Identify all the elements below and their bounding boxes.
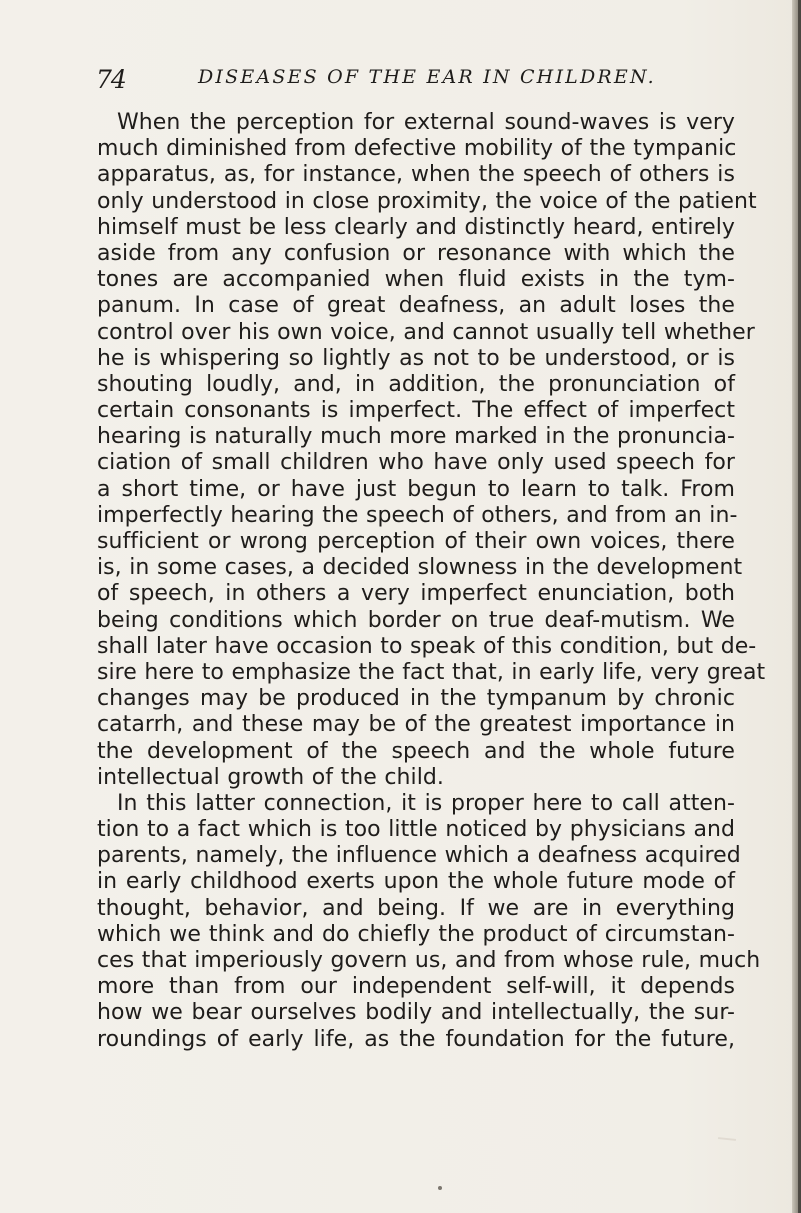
text-line: apparatus, as, for instance, when the speech of others is (97, 162, 735, 188)
body-text (97, 110, 766, 1053)
page-header (96, 67, 736, 107)
text-line: thought, behavior, and being. If we are in everything (97, 895, 735, 921)
text-line: himself must be less clearly and distinctly heard, entirely (97, 214, 735, 240)
text-line: being conditions which border on true deaf-mutism. We (97, 607, 735, 633)
text-line: ces that imperiously govern us, and from whose rule, much (97, 948, 761, 973)
text-line: how we bear ourselves bodily and intellectually, the sur- (97, 1000, 735, 1026)
text-line: aside from any confusion or resonance with which the (97, 240, 735, 266)
text-line: imperfectly hearing the speech of others, and from an in- (97, 502, 738, 528)
text-line: he is whispering so lightly as not to be understood, or is (97, 345, 735, 371)
text-line: the development of the speech and the whole future (97, 738, 735, 764)
text-line: catarrh, and these may be of the greatest importance in (97, 712, 735, 738)
text-line: intellectual growth of the child. (97, 764, 444, 790)
running-head: DISEASES OF THE EAR IN CHILDREN. (198, 66, 656, 88)
scan-smudge-mark (718, 1137, 736, 1141)
text-line: tones are accompanied when fluid exists in the tym- (97, 267, 735, 293)
text-line: shall later have occasion to speak of this condition, but de- (97, 633, 757, 659)
text-line: roundings of early life, as the foundation for the future, (97, 1026, 735, 1052)
text-line: shouting loudly, and, in addition, the pronunciation of (97, 371, 735, 397)
text-line: much diminished from defective mobility of the tympanic (97, 136, 737, 162)
scan-dot-mark (438, 1186, 442, 1190)
text-line: of speech, in others a very imperfect enunciation, both (97, 581, 735, 607)
text-line: tion to a fact which is too little noticed by physicians and (97, 817, 735, 843)
text-line: In this latter connection, it is proper here to call atten- (117, 790, 735, 816)
text-line: more than from our independent self-will, it depends (97, 974, 735, 1000)
text-line: ciation of small children who have only used speech for (97, 450, 735, 476)
text-line: a short time, or have just begun to learn to talk. From (97, 476, 735, 502)
text-line: only understood in close proximity, the voice of the patient (97, 188, 757, 214)
page-number: 74 (96, 65, 126, 94)
text-line: certain consonants is imperfect. The effect of imperfect (97, 398, 735, 424)
text-line: is, in some cases, a decided slowness in the development (97, 555, 743, 581)
text-line: When the perception for external sound-waves is very (117, 110, 735, 135)
text-line: sire here to emphasize the fact that, in early life, very great (97, 659, 766, 685)
text-line: in early childhood exerts upon the whole future mode of (97, 869, 735, 895)
text-line: hearing is naturally much more marked in the pronuncia- (97, 424, 735, 450)
text-line: sufficient or wrong perception of their own voices, there (97, 529, 735, 554)
text-line: which we think and do chiefly the product of circumstan- (97, 921, 735, 947)
paragraph-1 (97, 110, 766, 791)
text-line: changes may be produced in the tympanum by chronic (97, 686, 735, 712)
paragraph-2 (97, 790, 761, 1053)
text-line: parents, namely, the influence which a deafness acquired (97, 843, 741, 869)
text-line: panum. In case of great deafness, an adult loses the (97, 293, 735, 319)
text-line: control over his own voice, and cannot usually tell whether (97, 319, 755, 345)
